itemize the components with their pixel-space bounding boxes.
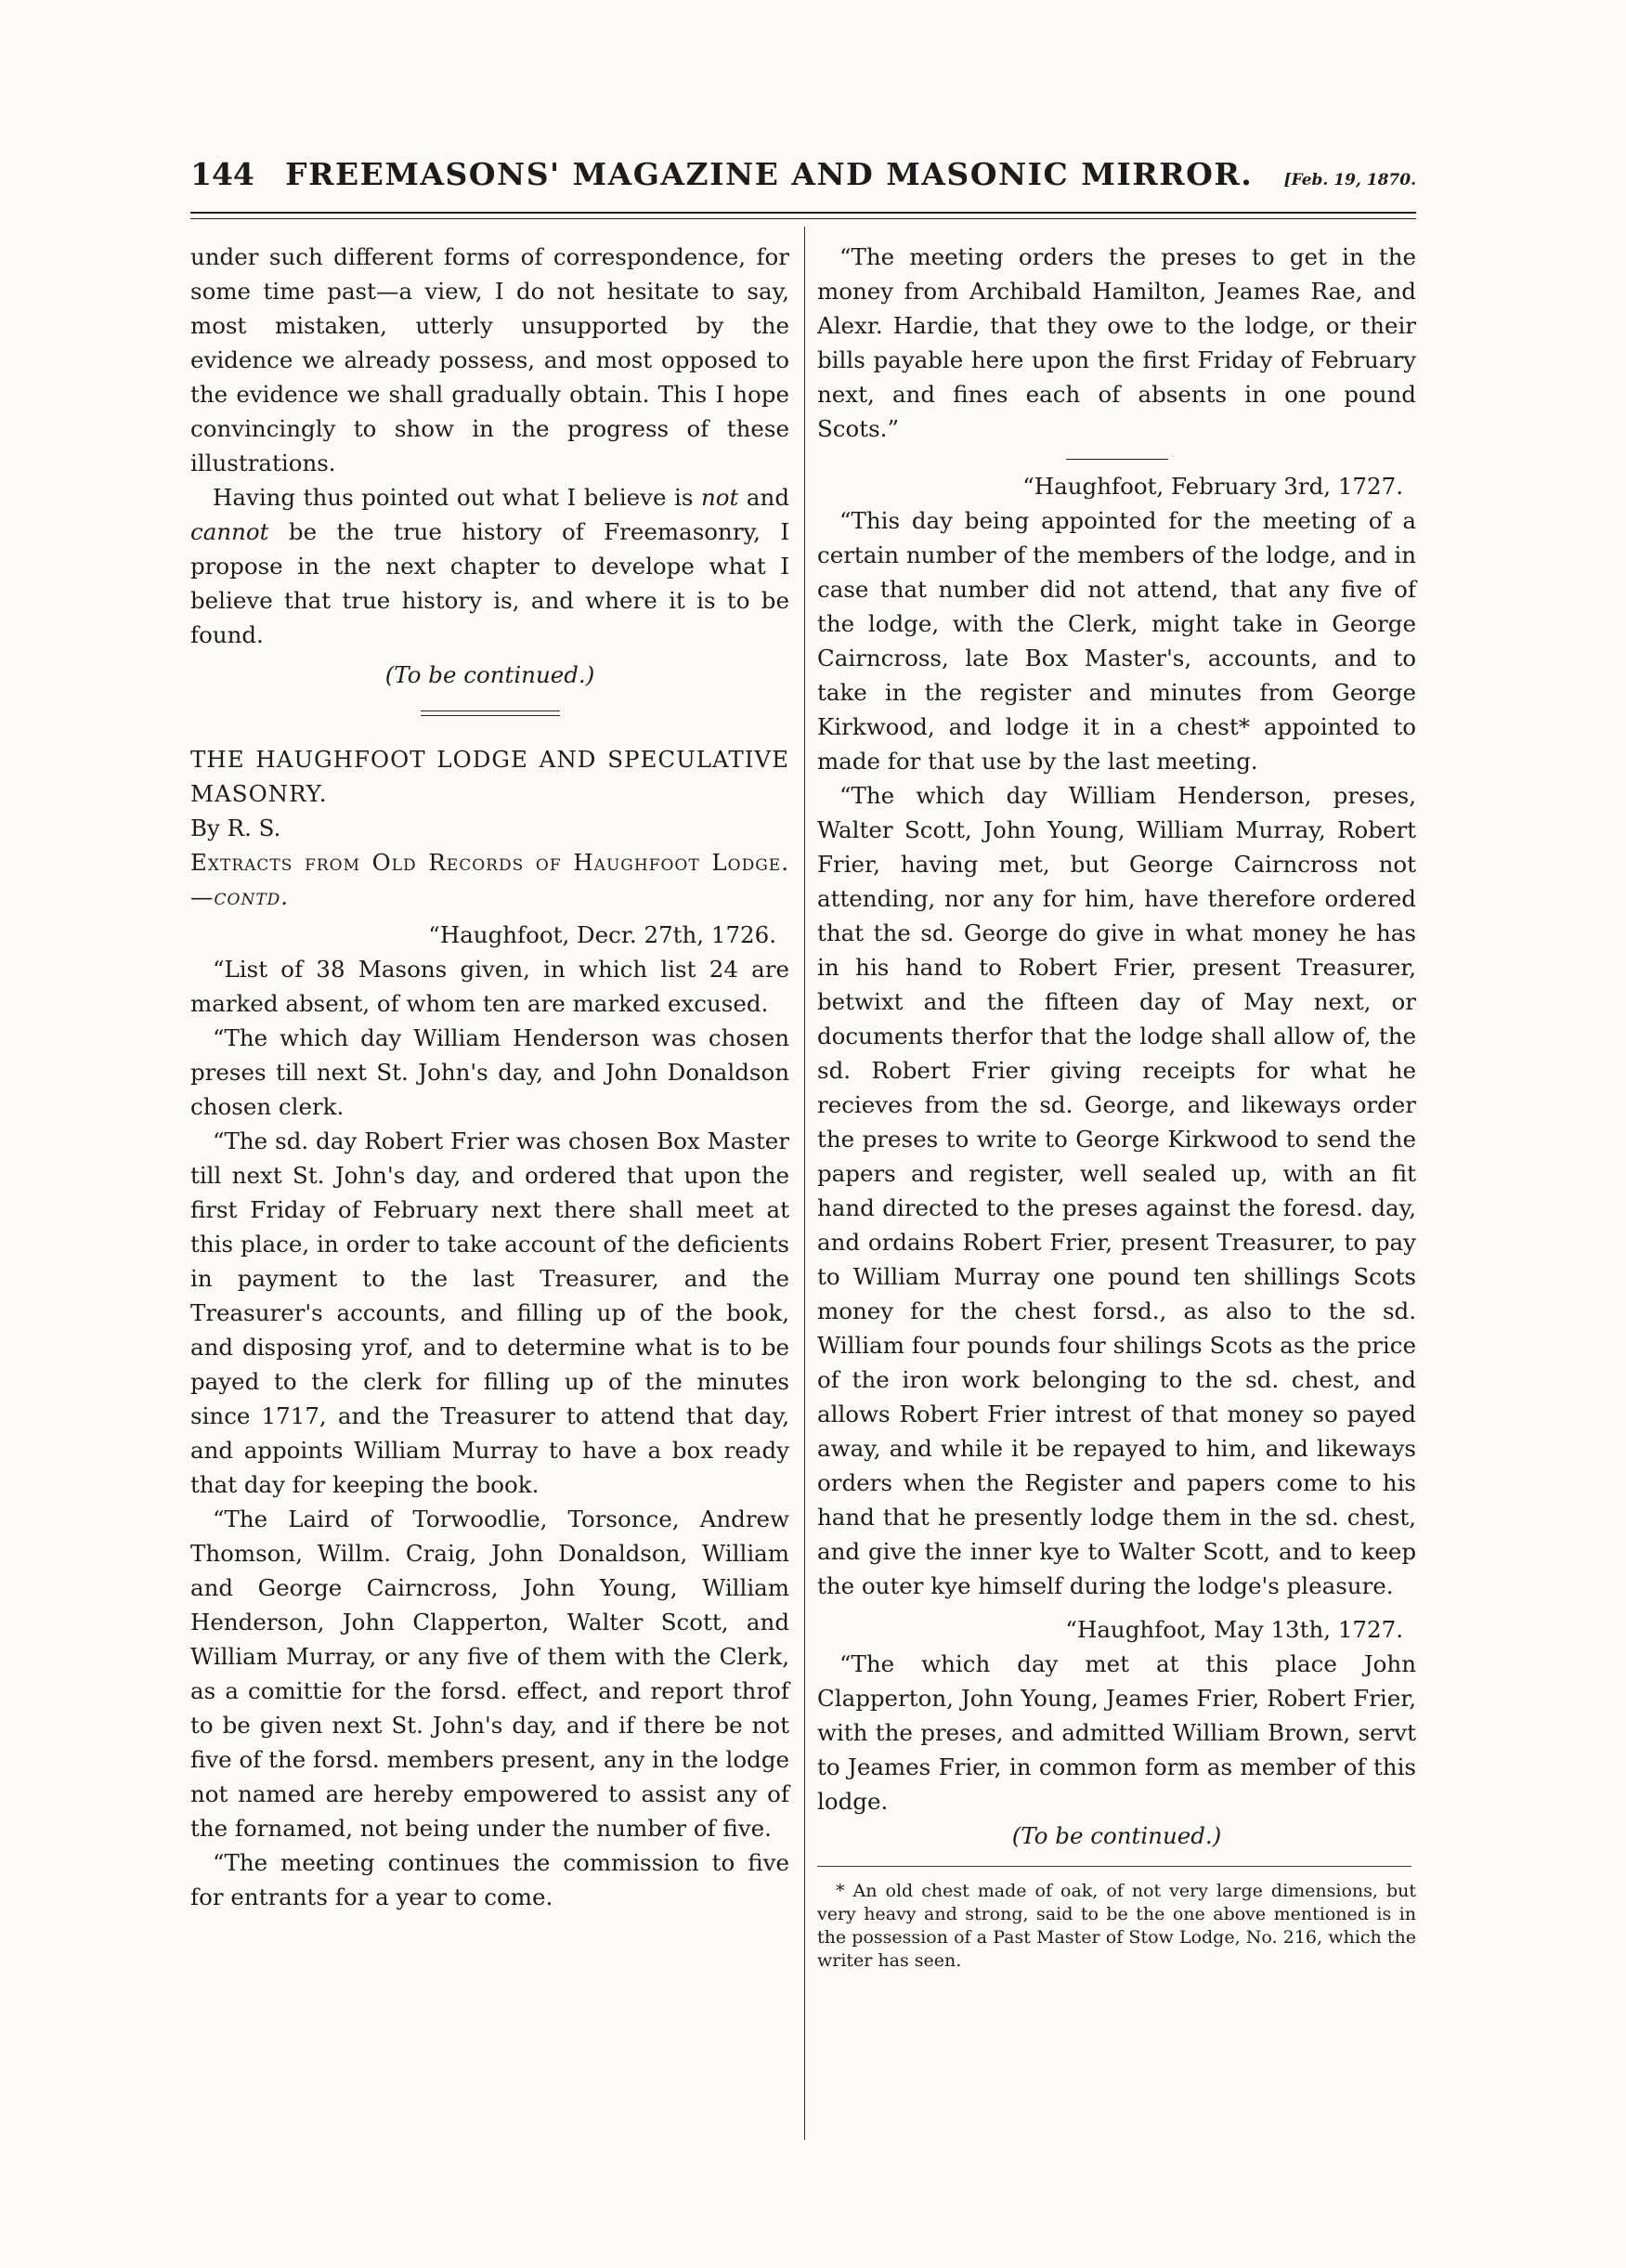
- paragraph: “The which day William Henderson was chosen preses till next St. John's day, and John Donaldson chosen clerk.: [190, 1024, 789, 1120]
- right-column: [817, 240, 1416, 1973]
- paragraph: “The Laird of Torwoodlie, Torsonce, Andrew Thomson, Willm. Craig, John Donaldson, William and George Cairncross, John Young, William Henderson, John Clapperton, Walter Scott, and William Murray, or any five of them with the Clerk, as a comittie for the forsd. effect, and report throf to be given next St. John's day, and if there be not five of the forsd. members present, any in the lodge not named are hereby empowered to assist any of the fornamed, not being under the number of five.: [190, 1505, 789, 1842]
- dateline: “Haughfoot, May 13th, 1727.: [1065, 1616, 1403, 1643]
- text-run: Extracts from Old Records of Haughfoot Lodge.—: [190, 849, 789, 910]
- column-divider: [804, 227, 805, 2140]
- dateline: “Haughfoot, February 3rd, 1727.: [1022, 473, 1403, 500]
- running-header: [190, 156, 1416, 197]
- footnote: * An old chest made of oak, of not very large dimensions, but very heavy and strong, said to be the one above mentioned is in the possession of a Past Master of Stow Lodge, No. 216, which the writer has seen.: [817, 1881, 1416, 1971]
- left-column: [190, 240, 789, 1914]
- article-title: THE HAUGHFOOT LODGE AND SPECULATIVE MASONRY.: [190, 746, 789, 807]
- text-run: and: [738, 484, 790, 511]
- extracts-heading: [190, 845, 789, 914]
- to-be-continued: (To be continued.): [384, 661, 595, 688]
- paragraph: “The meeting continues the commission to five for entrants for a year to come.: [190, 1849, 789, 1910]
- italic-text: contd.: [214, 883, 290, 910]
- paragraph: “This day being appointed for the meeting of a certain number of the members of the lodge, and in case that number did not attend, that any five of the lodge, with the Clerk, might take in George Cairncross, late Box Master's, accounts, and to take in the register and minutes from George Kirkwood, and lodge it in a chest* appointed to made for that use by the last meeting.: [817, 507, 1416, 775]
- italic-text: not: [701, 484, 739, 511]
- italic-text: cannot: [190, 518, 269, 545]
- section-divider: [421, 710, 560, 716]
- dateline: “Haughfoot, Decr. 27th, 1726.: [428, 921, 776, 948]
- header-rule: [190, 212, 1416, 219]
- paragraph: “List of 38 Masons given, in which list 24 are marked absent, of whom ten are marked excused.: [190, 956, 789, 1017]
- issue-date: [Feb. 19, 1870.: [1283, 171, 1416, 189]
- footnote-rule: [817, 1866, 1411, 1867]
- text-run: be the true history of Freemasonry, I propose in the next chapter to develope what I believe that true history is, and where it is to be found.: [190, 518, 789, 648]
- paragraph: “The which day met at this place John Clapperton, John Young, Jeames Frier, Robert Frier, with the preses, and admitted William Brown, servt to Jeames Frier, in common form as member of this lodge.: [817, 1650, 1416, 1815]
- section-rule: [1066, 459, 1168, 460]
- text-run: Having thus pointed out what I believe is: [213, 484, 701, 511]
- magazine-title: FREEMASONS' MAGAZINE AND MASONIC MIRROR.: [285, 156, 1254, 192]
- paragraph: “The meeting orders the preses to get in the money from Archibald Hamilton, Jeames Rae, and Alexr. Hardie, that they owe to the lodge, or their bills payable here upon the first Friday of February next, and fines each of absents in one pound Scots.”: [817, 243, 1416, 442]
- to-be-continued: (To be continued.): [1011, 1822, 1222, 1849]
- byline: By R. S.: [190, 815, 281, 841]
- paragraph: “The which day William Henderson, preses, Walter Scott, John Young, William Murray, Robert Frier, having met, but George Cairncross not attending, nor any for him, have therefore ordered that the sd. George do give in what money he has in his hand to Robert Frier, present Treasurer, betwixt and the fifteen day of May next, or documents therfor that the lodge shall allow of, the sd. Robert Frier giving receipts for what he recieves from the sd. George, and likeways order the preses to write to George Kirkwood to send the papers and register, well sealed up, with an fit hand directed to the preses against the foresd. day, and ordains Robert Frier, present Treasurer, to pay to William Murray one pound ten shillings Scots money for the chest forsd., as also to the sd. William four pounds four shilings Scots as the price of the iron work belonging to the sd. chest, and allows Robert Frier intrest of that money so payed away, and while it be repayed to him, and likeways orders when the Register and papers come to his hand that he presently lodge them in the sd. chest, and give the inner kye to Walter Scott, and to keep the outer kye himself during the lodge's pleasure.: [817, 782, 1416, 1599]
- page-number: 144: [190, 156, 254, 192]
- paragraph: [190, 480, 789, 652]
- paragraph: “The sd. day Robert Frier was chosen Box Master till next St. John's day, and ordered that upon the first Friday of February next there shall meet at this place, in order to take account of the deficients in payment to the last Treasurer, and the Treasurer's accounts, and filling up of the book, and disposing yrof, and to determine what is to be payed to the clerk for filling up of the minutes since 1717, and the Treasurer to attend that day, and appoints William Murray to have a box ready that day for keeping the book.: [190, 1127, 789, 1498]
- paragraph: under such different forms of correspondence, for some time past—a view, I do not hesitate to say, most mistaken, utterly unsupported by the evidence we already possess, and most opposed to the evidence we shall gradually obtain. This I hope convincingly to show in the progress of these illustrations.: [190, 243, 789, 476]
